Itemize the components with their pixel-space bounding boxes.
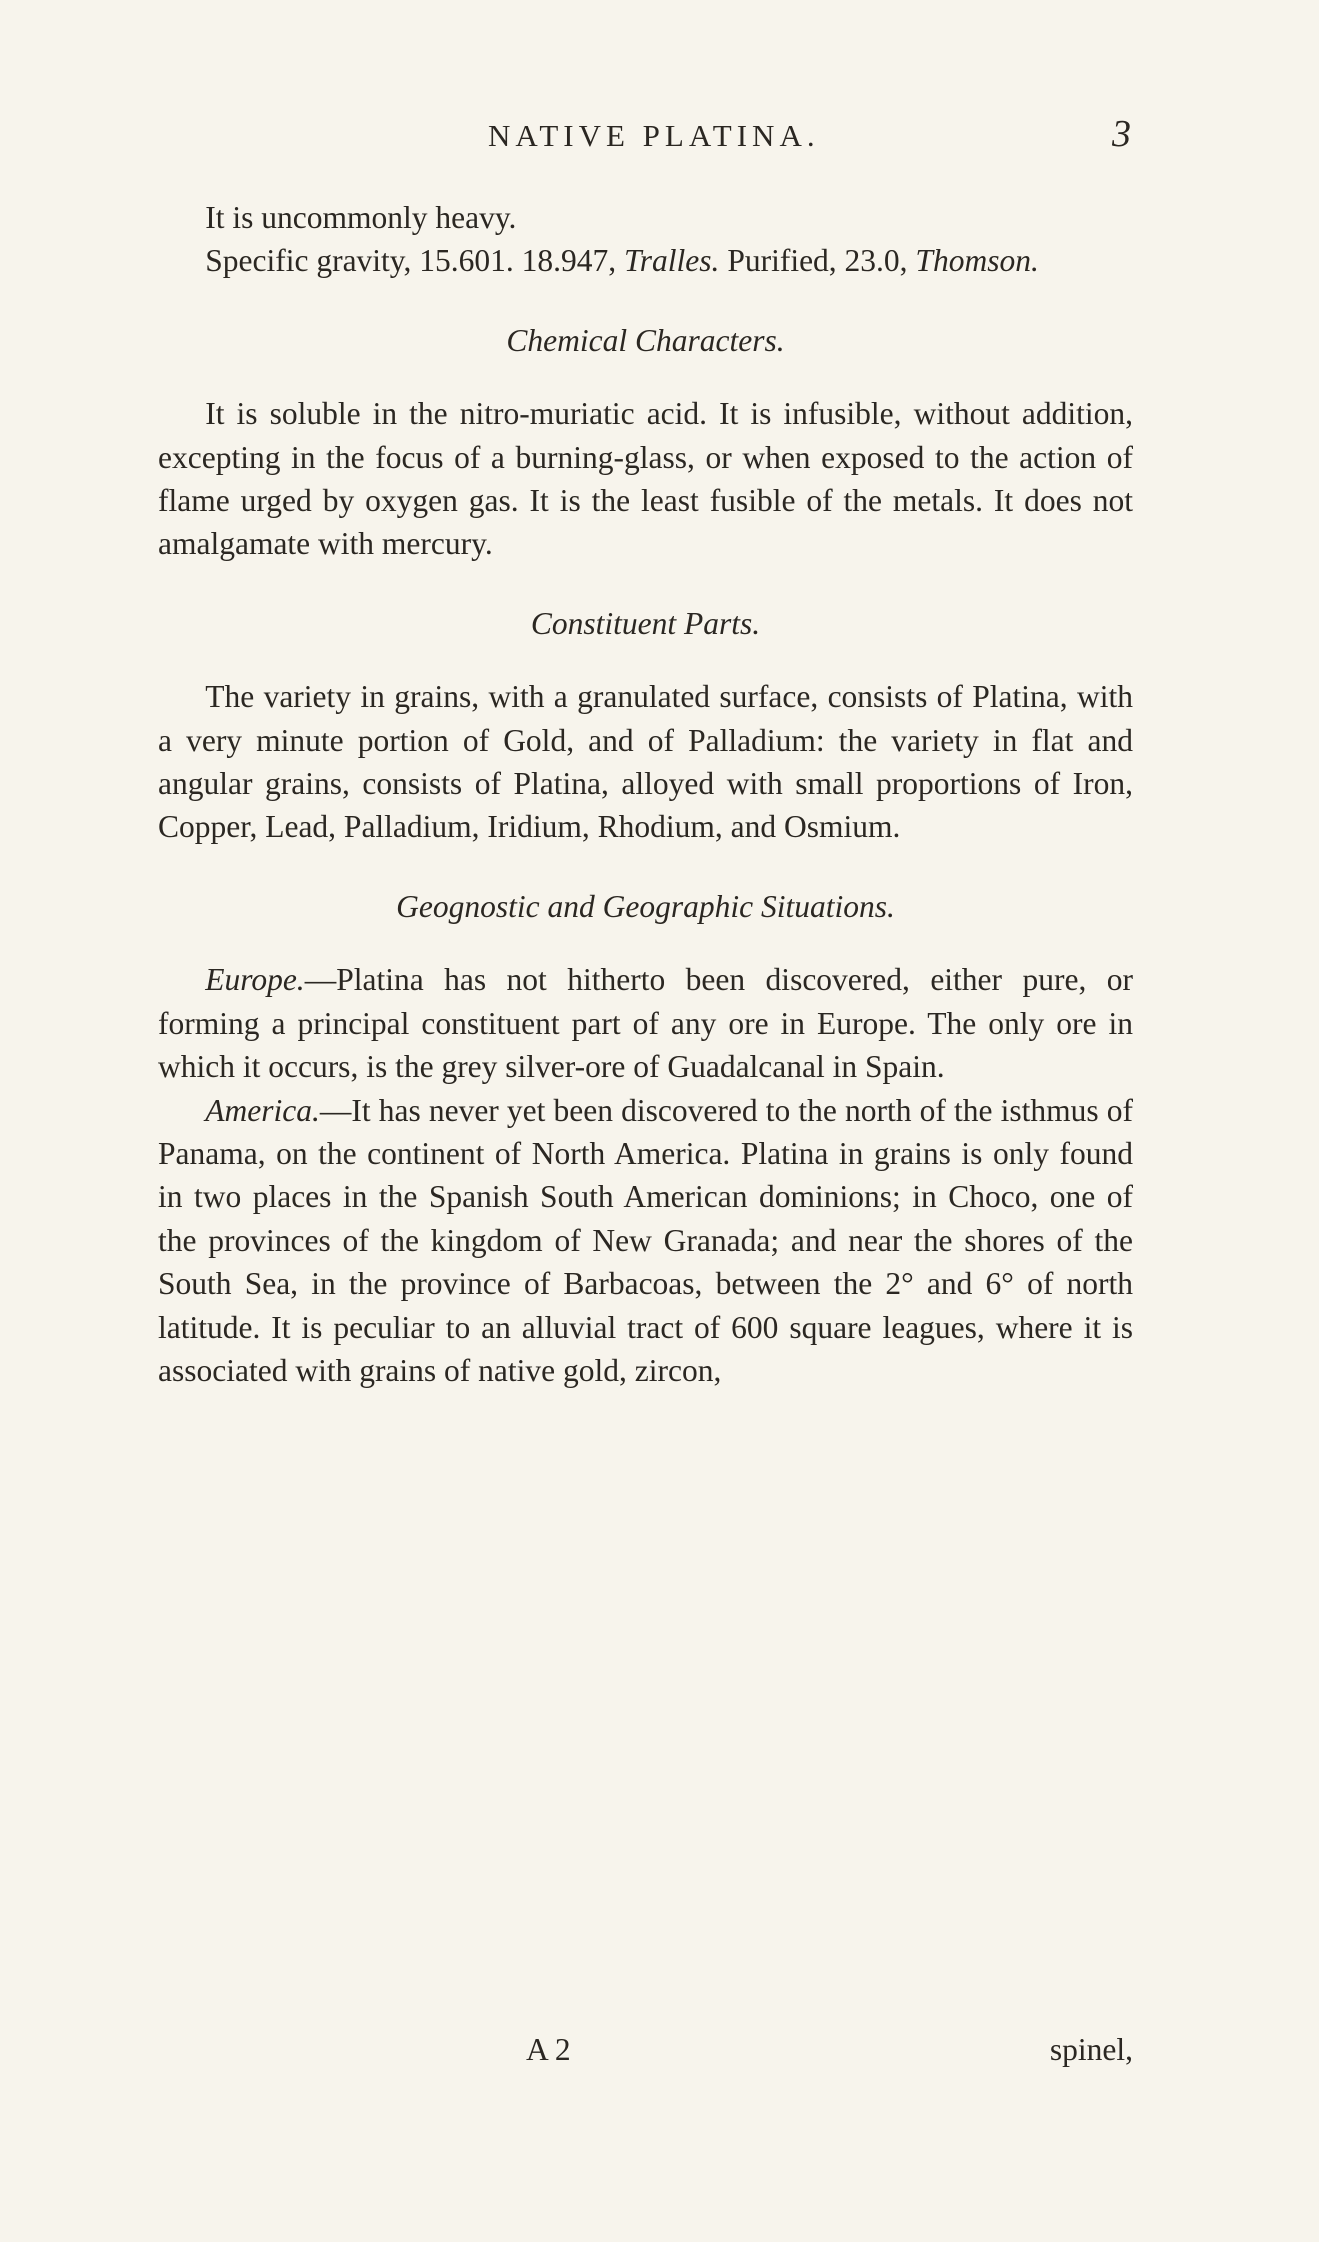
situations-heading: Geognostic and Geographic Situations. — [396, 888, 895, 924]
europe-text: —Platina has not hitherto been discovered, either pure, or forming a principal constituent part of any ore in Europe. The only ore in which it occurs, is the grey silver-ore of Guadalcanal in Spain. — [158, 962, 1133, 1085]
constituent-parts-paragraph: The variety in grains, with a granulated surface, consists of Platina, with a very minute portion of Gold, and of Palladium: the variety in flat and angular grains, consists of Platina, alloyed with small proportions of Iron, Copper, Lead, Palladium, Iridium, Rhodium, and Osmium. — [158, 679, 1133, 845]
europe-lead: Europe. — [205, 962, 305, 998]
constituent-parts-heading: Constituent Parts. — [530, 605, 761, 641]
europe-paragraph — [158, 958, 1133, 1088]
catchword: spinel, — [1049, 2032, 1133, 2067]
gravity-source-tralles: Tralles. — [624, 243, 720, 279]
gravity-source-thomson: Thomson. — [915, 243, 1039, 279]
heavy-paragraph: It is uncommonly heavy. — [205, 200, 517, 235]
running-title: NATIVE PLATINA. — [488, 118, 820, 153]
page-number: 3 — [1112, 113, 1131, 155]
america-paragraph — [158, 1089, 1133, 1393]
signature-mark: A 2 — [526, 2032, 571, 2067]
specific-gravity-paragraph — [158, 239, 1133, 282]
page-footer — [158, 2032, 1133, 2076]
chemical-characters-paragraph: It is soluble in the nitro-muriatic acid. It is infusible, without addition, excepting in the focus of a burning-glass, or when exposed to the action of flame urged by oxygen gas. It is the least fusible of the metals. It does not amalgamate with mercury. — [158, 396, 1133, 562]
america-lead: America. — [205, 1092, 320, 1128]
gravity-text-a: Specific gravity, 15.601. 18.947, — [205, 243, 625, 279]
chemical-characters-heading: Chemical Characters. — [506, 322, 785, 358]
gravity-text-b: Purified, 23.0, — [719, 243, 916, 279]
america-text: —It has never yet been discovered to the north of the isthmus of Panama, on the continent of North America. Platina in grains is only found in two places in the Spanish South American dominions; in Choco, one of the provinces of the kingdom of New Granada; and near the shores of the South Sea, in the province of Barbacoas, between the 2° and 6° of north latitude. It is peculiar to an alluvial tract of 600 square leagues, where it is associated with grains of native gold, zircon, — [158, 1092, 1133, 1388]
page-body — [158, 196, 1133, 1392]
